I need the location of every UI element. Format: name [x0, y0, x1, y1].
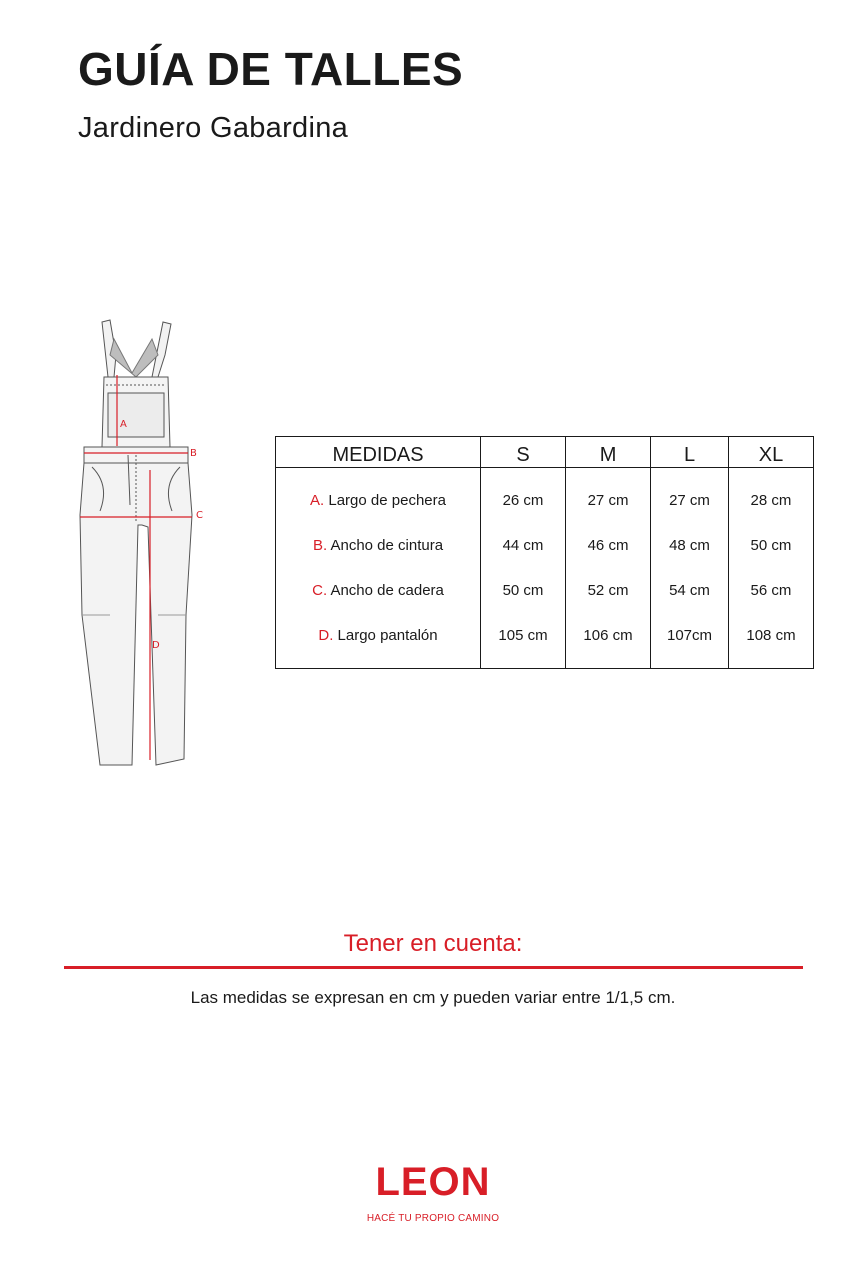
diagram-label-a: A [120, 419, 127, 430]
table-cell: 50 cm [481, 568, 566, 613]
table-cell: 52 cm [566, 568, 651, 613]
row-label [276, 613, 481, 669]
table-row [276, 468, 814, 524]
diagram-label-d: D [152, 640, 160, 651]
row-label [276, 568, 481, 613]
header-size-xl: XL [728, 437, 813, 468]
page-subtitle: Jardinero Gabardina [78, 112, 349, 144]
header-size-s: S [481, 437, 566, 468]
table-cell: 105 cm [481, 613, 566, 669]
note-heading: Tener en cuenta: [343, 930, 523, 957]
brand-tagline: HACÉ TU PROPIO CAMINO [366, 1213, 500, 1224]
header-size-l: L [651, 437, 729, 468]
brand-logo: LEON [375, 1160, 491, 1204]
table-cell: 28 cm [728, 468, 813, 524]
table-cell: 56 cm [728, 568, 813, 613]
table-cell: 26 cm [481, 468, 566, 524]
overalls-diagram-icon [70, 315, 220, 775]
measure-letter: A. [310, 492, 325, 509]
measure-label: Ancho de cintura [330, 537, 444, 554]
table-cell: 44 cm [481, 523, 566, 568]
table-cell: 50 cm [728, 523, 813, 568]
note-divider [64, 966, 803, 969]
table-row [276, 568, 814, 613]
table-cell: 27 cm [651, 468, 729, 524]
measure-letter: C. [312, 582, 328, 599]
measure-label: Ancho de cadera [330, 582, 444, 599]
measure-label: Largo pantalón [337, 627, 438, 644]
size-table [275, 436, 814, 669]
page-title: GUÍA DE TALLES [78, 43, 464, 95]
table-cell: 48 cm [651, 523, 729, 568]
measure-label: Largo de pechera [328, 492, 446, 509]
measure-letter: B. [312, 537, 328, 554]
header-medidas: MEDIDAS [276, 437, 481, 468]
table-header-row [276, 437, 814, 468]
row-label [276, 468, 481, 524]
table-cell: 107cm [651, 613, 729, 669]
table-row [276, 523, 814, 568]
row-label [276, 523, 481, 568]
diagram-label-c: C [196, 510, 203, 521]
measure-letter: D. [318, 627, 334, 644]
table-cell: 46 cm [566, 523, 651, 568]
table-cell: 27 cm [566, 468, 651, 524]
table-cell: 106 cm [566, 613, 651, 669]
table-cell: 54 cm [651, 568, 729, 613]
diagram-label-b: B [190, 448, 197, 459]
table-cell: 108 cm [728, 613, 813, 669]
note-text: Las medidas se expresan en cm y pueden variar entre 1/1,5 cm. [190, 988, 676, 1007]
table-row [276, 613, 814, 669]
header-size-m: M [566, 437, 651, 468]
